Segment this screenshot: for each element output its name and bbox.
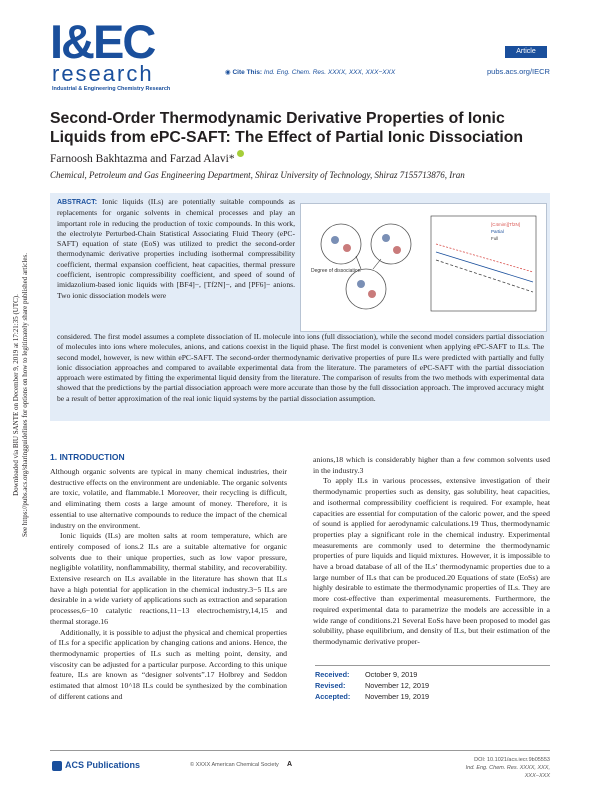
revised-label: Revised: [315, 681, 346, 690]
intro-left-column [50, 467, 287, 702]
copyright: © XXXX American Chemical Society [190, 762, 279, 768]
journal-tagline: Industrial & Engineering Chemistry Research [52, 86, 171, 92]
abstract-label: ABSTRACT: [57, 199, 98, 206]
toc-graphic [300, 203, 547, 332]
intro-paragraph: Although organic solvents are typical in many chemical industries, their destructive effects on the environment are undeniable. The organic solvents are toxic, volatile, and flammable.1 Moreover, their recycling is difficult, and eliminating them costs a large amount of money. Therefore, it is essential to use alternative compounds to reduce the impact of the chemical industry on the environment. [50, 467, 287, 530]
toc-graphic-label: Degree of dissociation [311, 268, 361, 274]
intro-paragraph: Additionally, it is possible to adjust the physical and chemical properties of ILs for a specific application by changing cations and anions. Hence, the thermodynamic properties of ILs such as melting point, density, and viscosity can be adjusted for a particular purpose. According to this unique feature, ILs are known as “designer solvents”.17 Holbrey and Seddon estimated that almost 10^18 ILs could be synthesized by the combination of different cations and [50, 627, 287, 701]
paper-authors [50, 150, 244, 165]
download-note-line1: Downloaded via BIU SANTE on December 9, 2019 at 17:21:35 (UTC). [12, 294, 20, 496]
paper-affiliation: Chemical, Petroleum and Gas Engineering Department, Shiraz University of Technology, Shiraz 7155713876, Iran [50, 170, 465, 180]
abstract-text-1: Ionic liquids (ILs) are potentially suitable compounds as replacements for organic solvents in chemical processes and play an important role in reducing the production of toxic compounds. In this work, the electrolyte Perturbed-Chain Statistical Associating Fluid Theory (ePC-SAFT) equation of state (EoS) was utilized to predict the second-order thermodynamic derivative properties including isothermal compressibility coefficient, thermal expansion coefficient, heat capacities, thermal pressure coefficient, isentropic compressibility coefficient, and speed of sound of imidazolium-based ionic liquids with [BF4]−, [Tf2N]−, and [PF6]− anions. Two ionic dissociation models were [57, 197, 296, 300]
author-names: Farnoosh Bakhtazma and Farzad Alavi* [50, 152, 235, 165]
ion-icon [382, 234, 390, 242]
footer-divider [50, 750, 550, 751]
publisher-name: ACS Publications [65, 760, 141, 770]
cite-icon: ◉ [225, 69, 231, 76]
ion-icon [368, 290, 376, 298]
plot-curve-3 [436, 260, 533, 292]
abstract-part1 [57, 197, 295, 301]
download-note [12, 230, 30, 560]
journal-citation: Ind. Eng. Chem. Res. XXXX, XXX, XXX−XXX [465, 765, 550, 779]
plot-curve-2 [436, 252, 533, 282]
doi-link[interactable]: DOI: 10.1021/acs.iecr.9b05553 [474, 757, 550, 763]
received-row [315, 670, 550, 681]
cite-text: Ind. Eng. Chem. Res. XXXX, XXX, XXX−XXX [263, 69, 396, 76]
intro-paragraph: Ionic liquids (ILs) are molten salts at room temperature, which are entirely composed of ions.2 ILs are a suitable alternative for organic solvents due to their unique properties, such as low vapor pressure, negligible volatility, nonflammability, thermal stability, and recoverability. Extensive research on ILs available in the literature has shown that ILs have a high potential for application in the chemical industry.3−5 ILs are desirable in a wide variety of applications such as extraction and separation processes,6−10 catalytic reactions,11−13 electrochemistry,14,15 and thermal storage.16 [50, 531, 287, 626]
received-label: Received: [315, 670, 350, 679]
ion-icon [393, 246, 401, 254]
download-sidebar [2, 230, 29, 560]
molecule-cluster-3 [346, 269, 386, 309]
accepted-date: November 19, 2019 [365, 692, 430, 701]
journal-website-link[interactable]: pubs.acs.org/IECR [487, 67, 550, 76]
intro-paragraph: To apply ILs in various processes, extensive investigation of their thermodynamic properties such as density, gas solubility, heat capacities, and isothermal compressibility coefficient is required. For example, heat capacities are essential for computation of the caloric power, and the speed of sound is applied for aerodynamic calculations.19 Thus, thermodynamic properties play a significant role in the chemical industry. Experimental measurements are commonly used to determine the thermodynamic properties of pure liquids and liquid mixtures. However, it is impossible to have a broad database of all of the ILs’ thermodynamic properties due to a large number of ILs that can be produced.20 Equations of state (EoSs) are highly desirable to estimate the thermodynamic properties of ILs. They are more cost-effective than experimental measurements. Furthermore, the required experimental data to parametrize the models are accessible in a wide range of conditions.21 Several EoSs have been proposed to model gas solubility, phase equilibrium, and density of ILs, but their estimation of the thermodynamic derivative proper- [313, 476, 550, 646]
cite-this[interactable] [225, 68, 395, 76]
accepted-row [315, 692, 550, 703]
publication-dates [315, 665, 550, 703]
ion-icon [331, 236, 339, 244]
journal-logo[interactable]: I&EC [50, 15, 155, 68]
journal-logo-sub: research [52, 61, 154, 86]
intro-heading: 1. INTRODUCTION [50, 452, 125, 462]
acs-icon [52, 761, 62, 771]
acs-publications-logo[interactable] [52, 760, 140, 771]
legend-entry-1: [C4mim][Tf2N] [491, 222, 521, 227]
arrow-icon [373, 259, 381, 269]
download-note-line2[interactable]: See https://pubs.acs.org/sharingguidelines for options on how to legitimately share published articles. [21, 253, 29, 537]
paper-title: Second-Order Thermodynamic Derivative Properties of Ionic Liquids from ePC-SAFT: The Effect of Partial Ionic Dissociation [50, 110, 524, 146]
molecule-cluster-1 [321, 224, 361, 264]
intro-paragraph: anions,18 which is considerably higher than a few common solvents used in the industry.3 [313, 455, 550, 475]
ion-icon [343, 244, 351, 252]
toc-graphic-svg [301, 204, 546, 331]
ion-icon [357, 280, 365, 288]
legend-entry-2: Partial [491, 229, 504, 234]
cite-label: Cite This: [232, 69, 263, 76]
orcid-icon[interactable] [237, 150, 244, 157]
doi-block [440, 756, 550, 780]
molecule-cluster-2 [371, 224, 411, 264]
plot-curve-1 [436, 244, 533, 272]
revised-row [315, 681, 550, 692]
legend-entry-3: Full [491, 236, 499, 241]
page-number: A [287, 761, 293, 768]
received-date: October 9, 2019 [365, 670, 418, 679]
accepted-label: Accepted: [315, 692, 351, 701]
intro-right-column [313, 455, 550, 648]
article-badge: Article [505, 46, 547, 58]
revised-date: November 12, 2019 [365, 681, 430, 690]
abstract-part2: considered. The first model assumes a complete dissociation of IL molecule into ions (full dissociation), while the second model considers partial dissociation of molecules into ions where molecules, anions, and cations coexist in the liquid phase. The first model is convenient when applying ePC-SAFT to ILs. The second model, however, is new within ePC-SAFT. The second-order thermodynamic derivative properties of pure ILs were predicted with partially and fully ionic dissociation approaches and compared to available experimental data from the literature. The parameters of ePC-SAFT with the partial dissociation approach were estimated by fitting the experimental liquid density from the literature. The comparison of results from the two methods with experimental data showed that the predictions by the partial dissociation approach were more accurate than those by the full dissociation approach. The improved accuracy might be a result of better approximation of the real ionic liquid systems by the partial dissociation assumption. [57, 332, 544, 403]
